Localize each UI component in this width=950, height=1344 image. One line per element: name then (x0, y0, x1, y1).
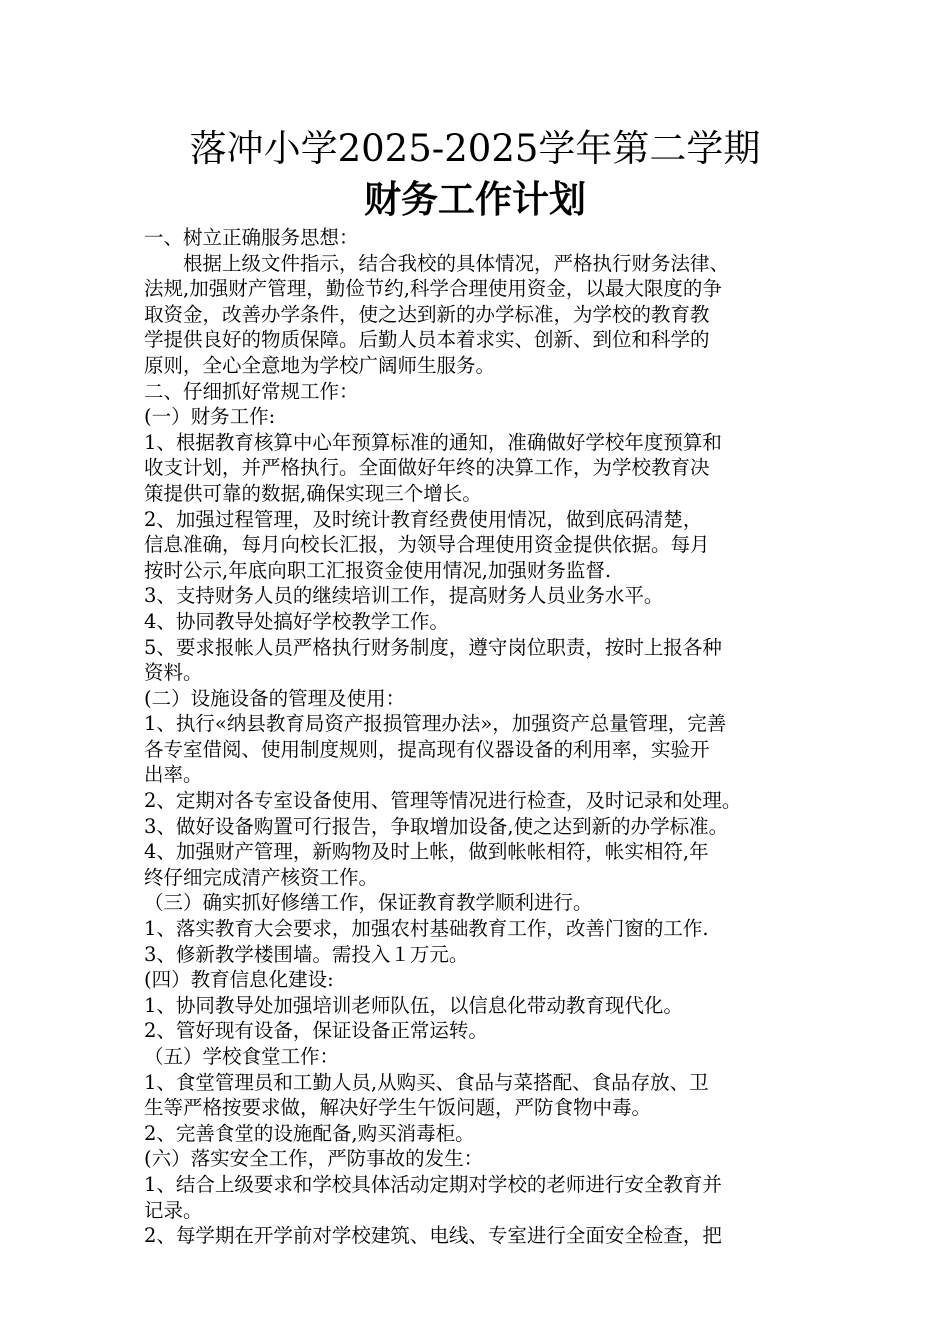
paragraph-line: 2、加强过程管理，及时统计教育经费使用情况，做到底码清楚， (144, 507, 703, 531)
subsection-heading: (二）设施设备的管理及使用： (144, 686, 406, 710)
paragraph-line: 1、协同教导处加强培训老师队伍，以信息化带动教育现代化。 (144, 993, 683, 1017)
document-title-line1: 落冲小学2025-2025学年第二学期 (189, 127, 761, 170)
paragraph-line: 3、修新教学楼围墙。需投入１万元。 (144, 942, 469, 966)
paragraph-line: 3、做好设备购置可行报告，争取增加设备,使之达到新的办学标准。 (144, 814, 729, 838)
document-title-line2: 财务工作计划 (364, 177, 586, 221)
paragraph-line: 2、定期对各专室设备使用、管理等情况进行检查，及时记录和处理。 (144, 789, 742, 813)
paragraph-line: 5、要求报帐人员严格执行财务制度，遵守岗位职责，按时上报各种 (144, 635, 722, 659)
paragraph-line: 法规,加强财产管理，勤俭节约,科学合理使用资金，以最大限度的争 (144, 277, 722, 301)
paragraph-line: 原则，全心全意地为学校广阔师生服务。 (144, 353, 496, 377)
paragraph-line: 4、加强财产管理，新购物及时上帐，做到帐帐相符，帐实相符,年 (144, 840, 709, 864)
paragraph-line: 出率。 (144, 763, 203, 787)
subsection-heading: （五）学校食堂工作： (144, 1045, 340, 1068)
paragraph-line: 4、协同教导处搞好学校教学工作。 (144, 609, 449, 633)
paragraph-line: 1、食堂管理员和工勤人员,从购买、食品与菜搭配、食品存放、卫 (144, 1070, 709, 1094)
paragraph-line: 2、完善食堂的设施配备,购买消毒柜。 (144, 1121, 475, 1145)
paragraph-line: 1、根据教育核算中心年预算标准的通知，准确做好学校年度预算和 (144, 430, 722, 454)
paragraph-line: 按时公示,年底向职工汇报资金使用情况,加强财务监督. (144, 558, 612, 582)
paragraph-line: 1、执行«纳县教育局资产报损管理办法»，加强资产总量管理，完善 (144, 712, 727, 736)
paragraph-line: 终仔细完成清产核资工作。 (144, 865, 379, 889)
paragraph-line: 生等严格按要求做，解决好学生午饭问题，严防食物中毒。 (144, 1096, 652, 1120)
paragraph-line: 取资金，改善办学条件，使之达到新的办学标准，为学校的教育教 (144, 302, 710, 326)
subsection-heading: (四）教育信息化建设: (144, 968, 334, 992)
paragraph-line: 收支计划，并严格执行。全面做好年终的决算工作，为学校教育决 (144, 456, 710, 480)
section-heading-1: 一、树立正确服务思想： (144, 226, 359, 249)
paragraph-line: 根据上级文件指示，结合我校的具体情况，严格执行财务法律、 (183, 251, 730, 275)
paragraph-line: 信息准确，每月向校长汇报，为领导合理使用资金提供依据。每月 (144, 533, 710, 557)
paragraph-line: 记录。 (144, 1198, 203, 1222)
paragraph-line: 各专室借阅、使用制度规则，提高现有仪器设备的利用率，实验开 (144, 737, 710, 761)
paragraph-line: 学提供良好的物质保障。后勤人员本着求实、创新、到位和科学的 (144, 328, 710, 352)
paragraph-line: 资料。 (144, 661, 203, 685)
document-body (144, 225, 814, 1249)
subsection-heading: (一）财务工作: (144, 405, 276, 429)
paragraph-line: 3、支持财务人员的继续培训工作，提高财务人员业务水平。 (144, 584, 664, 608)
section-heading-2: 二、仔细抓好常规工作： (144, 379, 359, 403)
subsection-heading: (六）落实安全工作，严防事故的发生： (144, 1147, 484, 1171)
paragraph-line: 策提供可靠的数据,确保实现三个增长。 (144, 481, 482, 505)
paragraph-line: 1、落实教育大会要求，加强农村基础教育工作，改善门窗的工作. (144, 917, 709, 941)
subsection-heading: （三）确实抓好修缮工作，保证教育教学顺利进行。 (144, 891, 593, 915)
paragraph-line: 2、管好现有设备，保证设备正常运转。 (144, 1019, 488, 1043)
paragraph-line: 2、每学期在开学前对学校建筑、电线、专室进行全面安全检查，把 (144, 1224, 722, 1248)
paragraph-line: 1、结合上级要求和学校具体活动定期对学校的老师进行安全教育并 (144, 1172, 722, 1196)
